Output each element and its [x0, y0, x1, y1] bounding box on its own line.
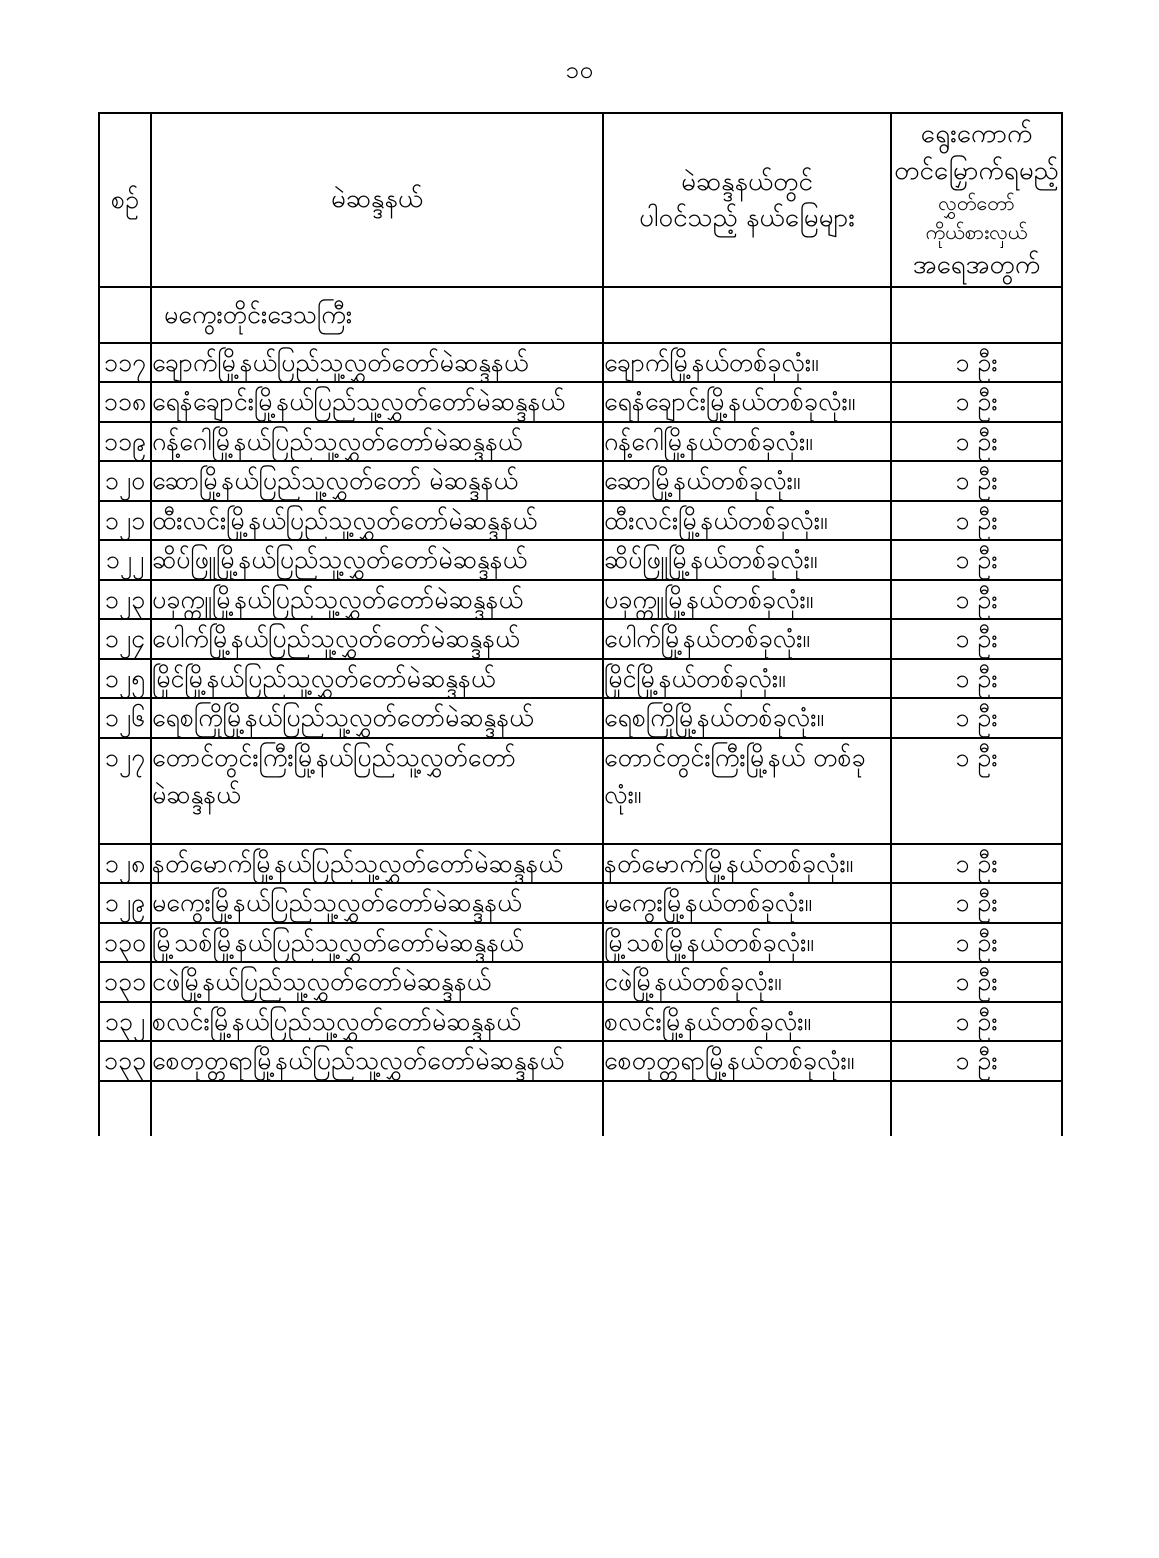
row-constituency: ဆောမြို့နယ်ပြည်သူ့လွှတ်တော် မဲဆန္ဒနယ်: [151, 461, 603, 501]
row-areas: ပခုက္ကူမြို့နယ်တစ်ခုလုံး။: [603, 580, 891, 620]
table-row: [99, 382, 1062, 422]
column-header-areas: [603, 113, 891, 287]
table-row: [99, 619, 1062, 659]
row-no: ၁၂၂: [99, 540, 151, 580]
row-constituency: ပခုက္ကူမြို့နယ်ပြည်သူ့လွှတ်တော်မဲဆန္ဒနယ်: [151, 580, 603, 620]
column-header-no: စဉ်: [99, 113, 151, 287]
row-no: ၁၃၃: [99, 1041, 151, 1081]
row-constituency: မကွေးမြို့နယ်ပြည်သူ့လွှတ်တော်မဲဆန္ဒနယ်: [151, 883, 603, 923]
row-areas: ထီးလင်းမြို့နယ်တစ်ခုလုံး။: [603, 501, 891, 541]
row-constituency: ချောက်မြို့နယ်ပြည်သူ့လွှတ်တော်မဲဆန္ဒနယ်: [151, 343, 603, 383]
table-header: [99, 113, 1062, 287]
row-constituency: ရေစကြိုမြို့နယ်ပြည်သူ့လွှတ်တော်မဲဆန္ဒနယ်: [151, 698, 603, 738]
row-areas: မြိုင်မြို့နယ်တစ်ခုလုံး။: [603, 659, 891, 699]
table-row: [99, 1002, 1062, 1042]
section-row: [99, 287, 1062, 343]
row-constituency: နတ်မောက်မြို့နယ်ပြည်သူ့လွှတ်တော်မဲဆန္ဒနယ်: [151, 844, 603, 884]
row-count: ၁ ဦး: [891, 923, 1062, 963]
row-areas: စလင်းမြို့နယ်တစ်ခုလုံး။: [603, 1002, 891, 1042]
table-row: [99, 580, 1062, 620]
row-count: ၁ ဦး: [891, 962, 1062, 1002]
row-areas: ချောက်မြို့နယ်တစ်ခုလုံး။: [603, 343, 891, 383]
row-areas: ဆိပ်ဖြူမြို့နယ်တစ်ခုလုံး။: [603, 540, 891, 580]
row-no: ၁၂၀: [99, 461, 151, 501]
row-no: ၁၁၇: [99, 343, 151, 383]
row-no: ၁၂၆: [99, 698, 151, 738]
row-no: ၁၃၁: [99, 962, 151, 1002]
row-count: ၁ ဦး: [891, 619, 1062, 659]
row-no: ၁၁၈: [99, 382, 151, 422]
row-count: ၁ ဦး: [891, 382, 1062, 422]
column-header-count-line2: တင်မြှောက်ရမည့်: [894, 155, 1059, 186]
row-areas: စေတုတ္တရာမြို့နယ်တစ်ခုလုံး။: [603, 1041, 891, 1081]
row-count: ၁ ဦး: [891, 422, 1062, 462]
row-areas: ဆောမြို့နယ်တစ်ခုလုံး။: [603, 461, 891, 501]
row-areas: နတ်မောက်မြို့နယ်တစ်ခုလုံး။: [603, 844, 891, 884]
table-row: [99, 883, 1062, 923]
row-count: ၁ ဦး: [891, 343, 1062, 383]
row-constituency: ပေါက်မြို့နယ်ပြည်သူ့လွှတ်တော်မဲဆန္ဒနယ်: [151, 619, 603, 659]
column-header-count-line3: လွှတ်တော်ကိုယ်စားလှယ်: [925, 191, 1028, 245]
row-count: ၁ ဦး: [891, 698, 1062, 738]
row-areas: ဂန့်ဂေါမြို့နယ်တစ်ခုလုံး။: [603, 422, 891, 462]
row-count: ၁ ဦး: [891, 738, 1062, 844]
table-bottom-spacer: [99, 1081, 1062, 1136]
table-row: [99, 698, 1062, 738]
row-no: ၁၃၂: [99, 1002, 151, 1042]
table-row: [99, 659, 1062, 699]
row-constituency: ငဖဲမြို့နယ်ပြည်သူ့လွှတ်တော်မဲဆန္ဒနယ်: [151, 962, 603, 1002]
column-header-count-line1: ရွေးကောက်: [920, 119, 1033, 150]
row-areas: ပေါက်မြို့နယ်တစ်ခုလုံး။: [603, 619, 891, 659]
row-count: ၁ ဦး: [891, 883, 1062, 923]
row-no: ၁၂၁: [99, 501, 151, 541]
row-no: ၁၂၇: [99, 738, 151, 844]
column-header-count-line4: အရေအတွက်: [912, 250, 1041, 281]
row-constituency: ဆိပ်ဖြူမြို့နယ်ပြည်သူ့လွှတ်တော်မဲဆန္ဒနယ်: [151, 540, 603, 580]
row-count: ၁ ဦး: [891, 844, 1062, 884]
row-areas: ရေနံချောင်းမြို့နယ်တစ်ခုလုံး။: [603, 382, 891, 422]
document-page: [0, 58, 1159, 1558]
row-no: ၁၂၃: [99, 580, 151, 620]
table-row: [99, 923, 1062, 963]
column-header-areas-line1: မဲဆန္ဒနယ်တွင်: [681, 166, 813, 197]
spacer-cell: [603, 1081, 891, 1136]
spacer-cell: [151, 1081, 603, 1136]
row-constituency: ရေနံချောင်းမြို့နယ်ပြည်သူ့လွှတ်တော်မဲဆန္ဒနယ်: [151, 382, 603, 422]
table-row: [99, 540, 1062, 580]
column-header-count: [891, 113, 1062, 287]
row-count: ၁ ဦး: [891, 501, 1062, 541]
row-constituency: ဂန့်ဂေါမြို့နယ်ပြည်သူ့လွှတ်တော်မဲဆန္ဒနယ်: [151, 422, 603, 462]
spacer-cell: [99, 1081, 151, 1136]
row-constituency: စလင်းမြို့နယ်ပြည်သူ့လွှတ်တော်မဲဆန္ဒနယ်: [151, 1002, 603, 1042]
table-row: [99, 844, 1062, 884]
column-header-areas-line2: ပါဝင်သည့် နယ်မြေများ: [639, 203, 855, 233]
constituency-table: [98, 112, 1063, 1136]
row-count: ၁ ဦး: [891, 580, 1062, 620]
row-constituency: ထီးလင်းမြို့နယ်ပြည်သူ့လွှတ်တော်မဲဆန္ဒနယ်: [151, 501, 603, 541]
row-areas: ငဖဲမြို့နယ်တစ်ခုလုံး။: [603, 962, 891, 1002]
page-number: ၁၀: [565, 56, 594, 84]
row-constituency: မြို့သစ်မြို့နယ်ပြည်သူ့လွှတ်တော်မဲဆန္ဒနယ်: [151, 923, 603, 963]
row-areas: ရေစကြိုမြို့နယ်တစ်ခုလုံး။: [603, 698, 891, 738]
table-row: [99, 461, 1062, 501]
row-no: ၁၂၅: [99, 659, 151, 699]
row-no: ၁၃၀: [99, 923, 151, 963]
table-row: [99, 501, 1062, 541]
row-count: ၁ ဦး: [891, 540, 1062, 580]
header-row: [99, 113, 1062, 287]
row-no: ၁၂၄: [99, 619, 151, 659]
section-title: မကွေးတိုင်းဒေသကြီး: [151, 287, 603, 343]
row-areas: မြို့သစ်မြို့နယ်တစ်ခုလုံး။: [603, 923, 891, 963]
table-row: [99, 422, 1062, 462]
spacer-cell: [891, 1081, 1062, 1136]
table-row: [99, 738, 1062, 844]
row-constituency: တောင်တွင်းကြီးမြို့နယ်ပြည်သူ့လွှတ်တော် မဲဆန္ဒနယ်: [151, 738, 603, 844]
row-count: ၁ ဦး: [891, 1041, 1062, 1081]
table-row: [99, 1041, 1062, 1081]
row-constituency: စေတုတ္တရာမြို့နယ်ပြည်သူ့လွှတ်တော်မဲဆန္ဒနယ်: [151, 1041, 603, 1081]
row-constituency: မြိုင်မြို့နယ်ပြည်သူ့လွှတ်တော်မဲဆန္ဒနယ်: [151, 659, 603, 699]
column-header-constituency: မဲဆန္ဒနယ်: [151, 113, 603, 287]
row-no: ၁၂၈: [99, 844, 151, 884]
row-no: ၁၁၉: [99, 422, 151, 462]
row-count: ၁ ဦး: [891, 1002, 1062, 1042]
table-row: [99, 962, 1062, 1002]
table-row: [99, 343, 1062, 383]
table-body: [99, 287, 1062, 1136]
row-areas: တောင်တွင်းကြီးမြို့နယ် တစ်ခုလုံး။: [603, 738, 891, 844]
row-areas: မကွေးမြို့နယ်တစ်ခုလုံး။: [603, 883, 891, 923]
row-count: ၁ ဦး: [891, 659, 1062, 699]
row-count: ၁ ဦး: [891, 461, 1062, 501]
table-container: [98, 112, 1061, 1136]
row-no: ၁၂၉: [99, 883, 151, 923]
